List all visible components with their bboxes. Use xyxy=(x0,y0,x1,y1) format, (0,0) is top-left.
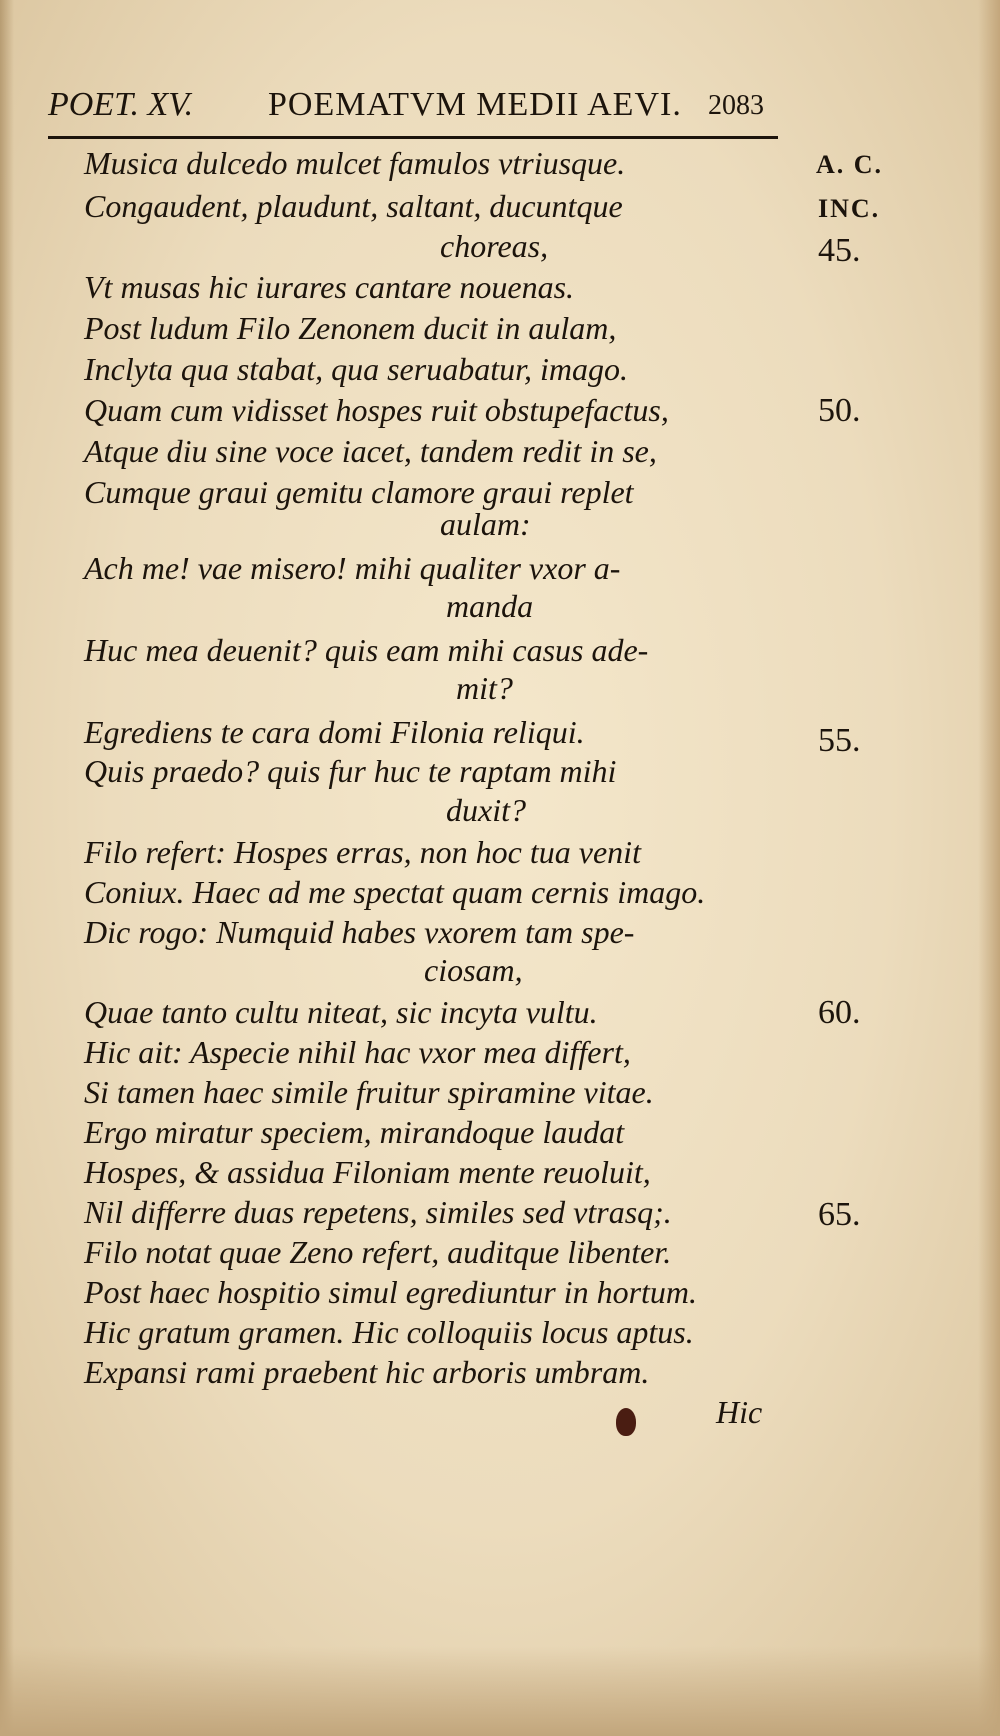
ink-blot xyxy=(616,1408,636,1436)
header-rule xyxy=(48,136,778,139)
verse-continuation: manda xyxy=(446,588,534,624)
verse-line: Filo notat quae Zeno refert, auditque libenter. xyxy=(84,1234,672,1270)
verse-line: Cumque graui gemitu clamore graui replet xyxy=(84,474,634,510)
verse-line: Coniux. Haec ad me spectat quam cernis imago. xyxy=(84,874,706,910)
verse-line: Inclyta qua stabat, qua seruabatur, imago. xyxy=(84,351,628,387)
verse-continuation: choreas, xyxy=(440,228,549,264)
verse-line: Post ludum Filo Zenonem ducit in aulam, xyxy=(84,310,617,346)
verse-continuation: duxit? xyxy=(446,792,526,828)
verse-line: Atque diu sine voce iacet, tandem redit in se, xyxy=(84,433,657,469)
header-title: POEMATVM MEDII AEVI. xyxy=(268,86,682,123)
catchword: Hic xyxy=(716,1394,763,1430)
page-edge-bottom xyxy=(0,1646,1000,1736)
verse-line: Hospes, & assidua Filoniam mente reuoluit, xyxy=(84,1154,651,1190)
verse-line: Expansi rami praebent hic arboris umbram. xyxy=(84,1354,650,1390)
verse-line: Si tamen haec simile fruitur spiramine vitae. xyxy=(84,1074,654,1110)
margin-note-inc: INC. xyxy=(818,194,881,223)
verse-line: Huc mea deuenit? quis eam mihi casus ade- xyxy=(84,632,649,668)
running-header xyxy=(48,86,788,126)
verse-line: Quam cum vidisset hospes ruit obstupefactus, xyxy=(84,392,669,428)
margin-note-ac: A. C. xyxy=(816,150,884,179)
verse-line: Quis praedo? quis fur huc te raptam mihi xyxy=(84,753,617,789)
header-left: POET. XV. xyxy=(48,86,194,123)
line-number: 55. xyxy=(818,722,861,759)
verse-line: Quae tanto cultu niteat, sic incyta vultu. xyxy=(84,994,598,1030)
page-edge-left xyxy=(0,0,14,1736)
verse-line: Nil differre duas repetens, similes sed vtrasq;. xyxy=(84,1194,672,1230)
page-edge-right xyxy=(978,0,1000,1736)
verse-continuation: mit? xyxy=(456,670,513,706)
line-number: 50. xyxy=(818,392,861,429)
page-number: 2083 xyxy=(708,90,764,121)
verse-continuation: ciosam, xyxy=(424,952,523,988)
verse-line: Hic ait: Aspecie nihil hac vxor mea differt, xyxy=(84,1034,631,1070)
verse-line: Dic rogo: Numquid habes vxorem tam spe- xyxy=(84,914,635,950)
verse-line: Ach me! vae misero! mihi qualiter vxor a- xyxy=(84,550,621,586)
verse-line: Congaudent, plaudunt, saltant, ducuntque xyxy=(84,188,623,224)
verse-continuation: aulam: xyxy=(440,506,531,542)
line-number: 65. xyxy=(818,1196,861,1233)
line-number: 60. xyxy=(818,994,861,1031)
line-number: 45. xyxy=(818,232,861,269)
verse-line: Egrediens te cara domi Filonia reliqui. xyxy=(84,714,585,750)
verse-line: Post haec hospitio simul egrediuntur in hortum. xyxy=(84,1274,698,1310)
verse-line: Filo refert: Hospes erras, non hoc tua venit xyxy=(84,834,641,870)
verse-line: Hic gratum gramen. Hic colloquiis locus aptus. xyxy=(84,1314,694,1350)
verse-line: Musica dulcedo mulcet famulos vtriusque. xyxy=(84,145,626,181)
verse-line: Vt musas hic iurares cantare nouenas. xyxy=(84,269,575,305)
verse-line: Ergo miratur speciem, mirandoque laudat xyxy=(84,1114,625,1150)
